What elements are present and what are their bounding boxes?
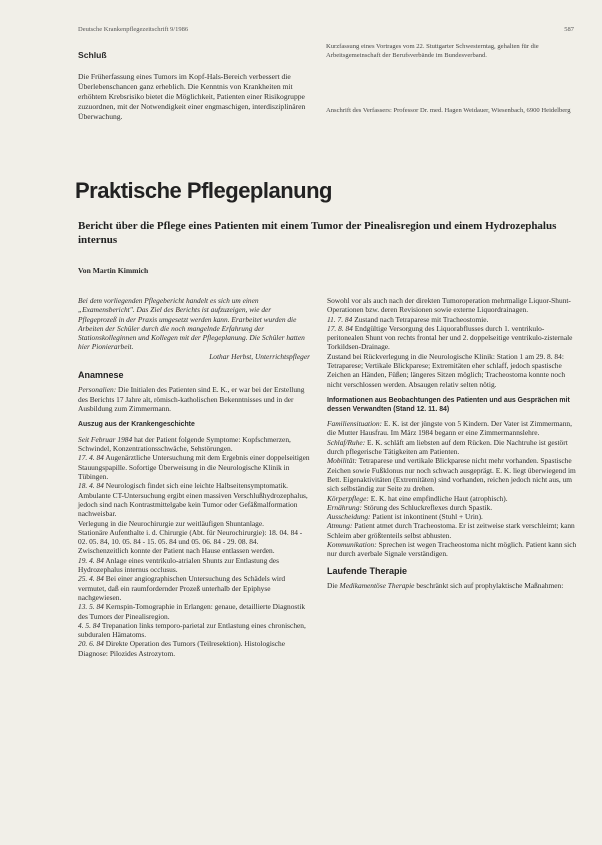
therapie-suffix: beschränkt sich auf prophylaktische Maßnahmen: [416,580,564,590]
info-entry [327,503,577,512]
info-text: Tetraparese und vertikale Blickparese nicht mehr vorhanden. Spastische Zeichen sowie Fußklonus nur noch schwach ausgeprägt. E. K. liegt überwiegend im Bett. Eigenaktivitäten (Extremitäten) sind vorhanden, reichen jedoch nicht aus, um sich selbständig zur Seite zu drehen. [327,456,576,494]
history-date: 11. 7. 84 [327,314,353,324]
history-entry [78,528,310,556]
info-list [327,419,577,558]
info-text: Patient ist inkontinent (Stuhl + Urin). [372,512,483,522]
history-text: Kernspin-Tomographie in Erlangen: genaue, detaillierte Diagnostik des Tumors der Pinealisregion. [78,602,306,621]
personalien-label: Personalien: [78,385,117,395]
therapie-prefix: Die [327,580,338,590]
info-label: Ausscheidung: [327,512,371,522]
lecture-note: Kurzfassung eines Vortrages vom 22. Stuttgarter Schwesterntag, gehalten für die Arbeitsgemeinschaft der Berufsverbände im Bundesverband. [326,43,539,59]
intro-paragraph: Bei dem vorliegenden Pflegebericht handelt es sich um einen „Examensbericht". Das Ziel des Berichts ist aufzuzeigen, wie der Pflegeprozeß in der Praxis umgesetzt werden kann. Erarbeitet wurden die Arbeiten der Schüler durch die noch mangelnde Erfahrung der Stationskolleginnen und Kollegen mit der Pflegeplanung. Die Schüler hatten hier Pionierarbeit. [78,296,305,352]
history-text: Stationäre Aufenthalte i. d. Chirurgie (Abt. für Neurochirurgie): 18. 04. 84 - 02. 05. 84, 10. 05. 84 - 15. 05. 84 und 05. 06. 84 - 29. 08. 84. Zwischenzeitlich konnte der Patient nach Hause entlassen werden. [78,527,303,556]
info-label: Ernährung: [327,502,362,512]
history-continuation [327,296,577,389]
info-entry [327,494,577,503]
article-author: Von Martin Kimmich [78,266,149,275]
info-text: Störung des Schluckreflexes durch Spastik. [363,502,493,512]
history-text: Direkte Operation des Tumors (Teilresektion). Histologische Diagnose: Pilozides Astrozytom. [78,639,286,658]
history-text: Sowohl vor als auch nach der direkten Tumoroperation mehrmalige Liquor-Shunt-Operationen bzw. deren Revisionen sowie externe Liquordrainagen. [327,296,571,315]
info-text: E. K. schläft am liebsten auf dem Rücken. Die Nachtruhe ist gestört durch pflegerische Tätigkeiten am Patienten. [327,437,568,457]
info-label: Kommunikation: [327,540,377,550]
article-subtitle: Bericht über die Pflege eines Patienten mit einem Tumor der Pinealisregion und einem Hydrozephalus internus [78,220,557,246]
history-entry [78,435,310,454]
info-entry [327,456,577,493]
history-date: 18. 4. 84 [78,481,104,491]
running-head [78,26,574,33]
history-text: Bei einer angiographischen Untersuchung des Schädels wird vermutet, daß ein raumfordernder Prozeß unterhalb der Epiphyse nachgewiesen. [78,574,286,602]
history-text: Zustand nach Tetraparese mit Tracheostomie. [354,314,489,324]
info-entry [327,438,577,457]
history-date: 4. 5. 84 [78,620,101,630]
info-heading: Informationen aus Beobachtungen des Patienten und aus Gesprächen mit dessen Verwandten (Stand 12. 11. 84) [327,396,570,413]
history-entry [327,296,577,315]
previous-article-conclusion [78,50,308,122]
intro-signature: Lothar Herbst, Unterrichtspfleger [209,351,310,361]
history-entry [78,519,310,528]
history-text: Verlegung in die Neurochirurgie zur weitläufigen Shuntanlage. [78,518,265,528]
info-label: Familiensituation: [327,419,383,429]
history-date: 17. 4. 84 [78,453,104,463]
journal-name: Deutsche Krankenpflegezeitschrift 9/1986 [78,26,189,33]
history-entry [78,602,310,621]
history-date: 13. 5. 84 [78,602,104,612]
info-entry [327,540,577,559]
history-entry [78,621,310,640]
conclusion-heading: Schluß [78,50,107,60]
history-text: hat der Patient folgende Symptome: Kopfschmerzen, Schwindel, Konzentrationsschwäche, Sehstörungen. [78,434,291,454]
info-text: E. K. hat eine empfindliche Haut (atrophisch). [370,493,508,503]
history-date: 19. 4. 84 [78,555,104,565]
info-text: Sprechen ist wegen Tracheostoma nicht möglich. Patient kann sich nur durch averbale Signale verständigen. [327,540,577,559]
history-date: 25. 4. 84 [78,574,104,584]
history-text: Anlage eines ventrikulo-atrialen Shunts zur Entlastung des Hydrozephalus internus occlusus. [78,555,279,575]
info-label: Schlaf/Ruhe: [327,437,366,447]
krankengeschichte-heading: Auszug aus der Krankengeschichte [78,421,195,429]
info-entry [327,419,577,438]
history-entry [78,453,310,481]
history-date: 20. 6. 84 [78,639,104,649]
left-column [78,296,310,658]
history-entry [327,315,577,324]
info-text: Patient atmet durch Tracheostoma. Er ist zeitweise stark verschleimt; kann Schleim aber größtenteils selbst abhusten. [327,521,575,540]
therapie-paragraph [327,581,577,590]
info-entry [327,512,577,521]
info-label: Körperpflege: [327,493,369,503]
therapie-heading: Laufende Therapie [327,565,408,576]
history-text: Augenärztliche Untersuchung mit dem Ergebnis einer doppelseitigen Stauungspapille. Sofortige Überweisung in die Neurologische Klinik in Tübingen. [78,453,310,482]
history-entry [78,639,310,658]
info-label: Mobilität: [327,456,357,466]
history-text: Endgültige Versorgung des Liquorabflusses durch 1. ventrikulo-peritonealen Shunt von rechts frontal her und 2. doppelseitige ventrikulo-zisternale Torkildsen-Drainage. [327,323,573,352]
info-text: E. K. ist der jüngste von 5 Kindern. Der Vater ist Zimmermann, die Mutter Hausfrau. Im März 1984 begann er eine Zimmermannslehre. [327,419,572,438]
personalien-paragraph [78,385,310,413]
history-entry [78,574,310,602]
history-text: Zustand bei Rückverlegung in die Neurologische Klinik: Station 1 am 29. 8. 84: Tetraparese; Vertikale Blickparese; Extremitäten eher schlaff, jedoch spastische Zeichen an Händen, Füßen; längeres Sitzen möglich; Tracheostoma konnte noch nicht verschlossen werden. Absaugen relativ selten nötig. [327,351,566,389]
therapie-italic: Medikamentöse Therapie [339,580,415,590]
history-entry [78,481,310,518]
right-column [327,296,577,590]
article-title: Praktische Pflegeplanung [75,178,332,203]
personalien-text: Die Initialen des Patienten sind E. K., er war bei der Erstellung des Berichts 17 Jahre alt, römisch-katholischen Bekenntnisses und in der Ausbildung zum Zimmermann. [78,385,305,413]
history-text: Neurologisch findet sich eine leichte Halbseitensymptomatik. Ambulante CT-Untersuchung ergibt einen massiven Verschlußhydrozephalus, jedoch sind nach Kontrastmittelgabe kein Tumor oder Gefäßmalformation nachweisbar. [78,481,308,519]
krankengeschichte-list [78,435,310,658]
history-date: Seit Februar 1984 [78,434,133,444]
info-entry [327,521,577,540]
history-entry [78,556,310,575]
conclusion-paragraph: Die Früherfassung eines Tumors im Kopf-Hals-Bereich verbessert die Überlebenschancen ganz erheblich. Die Kenntnis von Krankheiten mit erhöhtem Krebsrisiko bietet die Möglichkeit, Patienten einer Risikogruppe zuzuordnen, mit der Notwendigkeit einer engmaschigen, interdisziplinären Überwachung. [78,72,306,121]
page-number: 587 [564,26,574,33]
history-date: 17. 8. 84 [327,323,353,333]
history-entry [327,324,577,352]
author-address: Anschrift des Verfassers: Professor Dr. med. Hagen Weidauer, Wiesenbach, 6900 Heidelberg [326,107,571,114]
info-label: Atmung: [327,521,353,531]
history-text: Trepanation links temporo-parietal zur Entlastung eines chronischen, subduralen Hämatoms. [78,620,306,640]
anamnese-heading: Anamnese [78,370,124,381]
previous-article-notes [326,42,576,115]
history-entry [327,352,577,389]
